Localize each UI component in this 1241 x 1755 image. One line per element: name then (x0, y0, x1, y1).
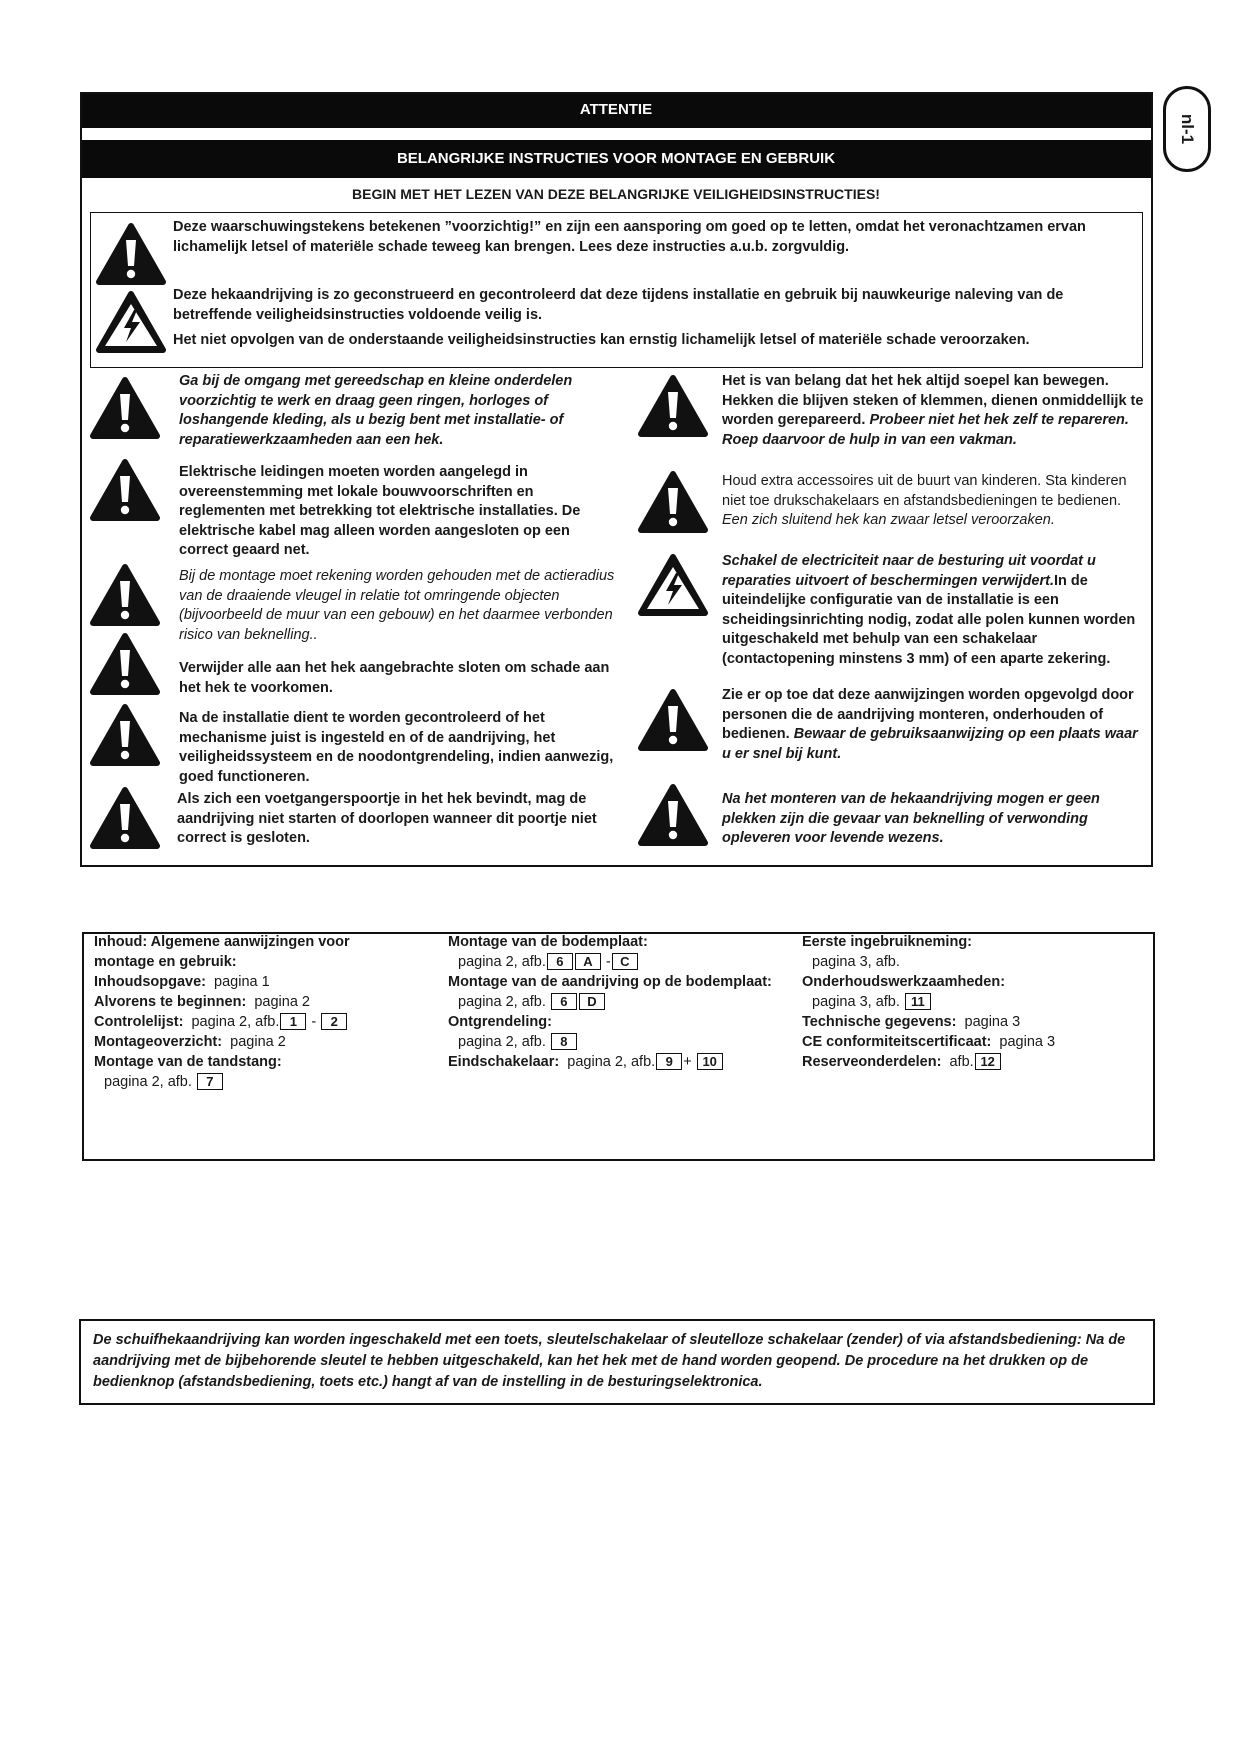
intro-paragraph-3: Het niet opvolgen van de onderstaande veiligheidsinstructies kan ernstig lichamelijk letsel of materiële schade veroorzaken. (173, 332, 1030, 348)
left-instruction-3: Bij de montage moet rekening worden gehouden met de actieradius van de draaiende vleugel in relatie tot omringende objecten (bijvoorbeeld de muur van een gebouw) en het daarmee verbonden risico van beknelling.. (179, 568, 615, 643)
toc-entry (802, 1032, 1142, 1052)
toc-column-1 (94, 932, 414, 1092)
figure-ref: A (575, 953, 601, 970)
toc-separator: - (311, 1014, 317, 1030)
toc-value: pagina 3 (999, 1034, 1056, 1050)
toc-value: pagina 2, afb. (191, 1014, 280, 1030)
toc-entry (94, 992, 414, 1012)
figure-ref: 1 (280, 1013, 306, 1030)
electric-hazard-icon (96, 290, 166, 354)
toc-value: pagina 3 (964, 1014, 1021, 1030)
toc-separator: - (605, 954, 611, 970)
page-tab (1163, 86, 1211, 172)
toc-column-3 (802, 932, 1142, 1072)
right-instruction-4 (722, 686, 1147, 764)
right-instruction-2 (722, 472, 1147, 531)
page-tab-label: nl-1 (1178, 113, 1197, 145)
figure-ref: 7 (197, 1073, 223, 1090)
toc-label: CE conformiteitscertificaat: (802, 1034, 992, 1050)
right-instruction-2b: Een zich sluitend hek kan zwaar letsel veroorzaken. (722, 512, 1055, 528)
toc-value: afb. (949, 1054, 974, 1070)
intro-paragraph-1: Deze waarschuwingstekens betekenen ”voorzichtig!” en zijn een aansporing om goed op te letten, omdat het veronachtzamen ervan lichamelijk letsel of materiële schade teweeg kan brengen. Lees deze instructies a.u.b. zorgvuldig. (173, 219, 1086, 255)
figure-ref: 9 (656, 1053, 682, 1070)
left-instruction-2: Elektrische leidingen moeten worden aangelegd in overeenstemming met lokale bouwvoorschriften en reglementen met betrekking tot elektrische installaties. De elektrische kabel mag alleen worden aangesloten op een correct geaard net. (179, 464, 581, 558)
left-instruction-6: Als zich een voetgangerspoortje in het hek bevindt, mag de aandrijving niet starten of doorlopen wanneer dit poortje niet correct is gesloten. (177, 791, 597, 846)
figure-ref: 2 (321, 1013, 347, 1030)
toc-entry (94, 1072, 414, 1092)
toc-title: Inhoud: Algemene aanwijzingen voor montage en gebruik: (94, 934, 350, 970)
toc-label: Onderhoudswerkzaamheden: (802, 974, 1006, 990)
toc-entry (448, 952, 778, 972)
attentie-title: ATTENTIE (579, 101, 653, 118)
toc-entry (802, 1012, 1142, 1032)
toc-entry (448, 1032, 778, 1052)
warning-exclamation-icon (90, 703, 160, 767)
warning-exclamation-icon (90, 786, 160, 850)
toc-entry (802, 992, 1142, 1012)
warning-exclamation-icon (638, 783, 708, 847)
toc-entry (94, 1012, 414, 1032)
toc-value: pagina 1 (214, 974, 270, 990)
toc-label: Alvorens te beginnen: (94, 994, 247, 1010)
figure-ref: 12 (975, 1053, 1001, 1070)
right-instruction-3 (722, 552, 1147, 669)
right-instruction-4a: Zie er op toe dat deze aanwijzingen worden opgevolgd door personen die de aandrijving monteren, onderhouden of bedienen. (722, 687, 1134, 742)
figure-ref: C (612, 953, 638, 970)
right-instruction-3b: In de uiteindelijke configuratie van de installatie is een scheidingsinrichting nodig, zodat alle polen kunnen worden uitgeschakeld met behulp van een schakelaar (contactopening minstens 3 mm) of een aparte zekering. (722, 572, 1136, 667)
toc-value: pagina 2 (254, 994, 310, 1010)
electric-hazard-icon (638, 553, 708, 617)
toc-value: pagina 2 (230, 1034, 286, 1050)
toc-label: Technische gegevens: (802, 1014, 957, 1030)
warning-exclamation-icon (90, 458, 160, 522)
right-instruction-2a: Houd extra accessoires uit de buurt van kinderen. Sta kinderen niet toe drukschakelaars en afstandsbedieningen te bedienen. (722, 473, 1127, 509)
toc-separator: + (683, 1054, 692, 1070)
left-instruction-1: Ga bij de omgang met gereedschap en kleine onderdelen voorzichtig te werk en draag geen ringen, horloges of loshangende kleding, als u bezig bent met installatie- of reparatiewerkzaamheden aan een hek. (179, 373, 573, 448)
toc-value: pagina 2, afb. (458, 994, 546, 1010)
figure-ref: 6 (551, 993, 577, 1010)
warning-exclamation-icon (90, 563, 160, 627)
toc-value: pagina 3, afb. (812, 954, 900, 970)
right-instruction-1b: Probeer niet het hek zelf te repareren. Roep daarvoor de hulp in van een vakman. (722, 412, 1129, 448)
warning-exclamation-icon (90, 376, 160, 440)
toc-label: Montage van de bodemplaat: (448, 934, 648, 950)
figure-ref: 11 (905, 993, 931, 1010)
toc-entry (94, 972, 414, 992)
warning-exclamation-icon (638, 470, 708, 534)
right-instruction-5: Na het monteren van de hekaandrijving mogen er geen plekken zijn die gevaar van beknelling of verwonding opleveren voor levende wezens. (722, 791, 1100, 846)
toc-value: pagina 2, afb. (458, 954, 546, 970)
toc-label: Eerste ingebruikneming: (802, 934, 973, 950)
right-instruction-1a: Het is van belang dat het hek altijd soepel kan bewegen. Hekken die blijven steken of klemmen, dienen onmiddellijk te worden gerepareerd. (722, 373, 1144, 428)
warning-exclamation-icon (638, 374, 708, 438)
footer-note: De schuifhekaandrijving kan worden ingeschakeld met een toets, sleutelschakelaar of sleutelloze schakelaar (zender) of via afstandsbediening: Na de aandrijving met de bijbehorende sleutel te hebben uitgeschakeld, kan het hek met de hand worden geopend. De procedure na het drukken op de bedienknop (afstandsbediening, toets etc.) hangt af van de instelling in de besturingselektronica. (93, 1332, 1126, 1390)
toc-label: Eindschakelaar: (448, 1054, 560, 1070)
toc-label: Inhoudsopgave: (94, 974, 206, 990)
toc-value: pagina 2, afb. (104, 1074, 192, 1090)
right-instruction-1 (722, 372, 1147, 450)
left-instruction-5: Na de installatie dient te worden gecontroleerd of het mechanisme juist is ingesteld en of de aandrijving, het veiligheidssysteem en de noodontgrendeling, indien aanwezig, goed functioneren. (179, 710, 614, 785)
begin-heading: BEGIN MET HET LEZEN VAN DEZE BELANGRIJKE VEILIGHEIDSINSTRUCTIES! (352, 186, 880, 202)
toc-value: pagina 2, afb. (458, 1034, 546, 1050)
warning-exclamation-icon (96, 222, 166, 286)
toc-entry (448, 1052, 778, 1072)
toc-entry (94, 1032, 414, 1052)
toc-value: pagina 3, afb. (812, 994, 900, 1010)
toc-label: Montage van de aandrijving op de bodemplaat: (448, 974, 772, 990)
toc-entry (802, 1052, 1142, 1072)
toc-label: Controlelijst: (94, 1014, 184, 1030)
intro-paragraph-2: Deze hekaandrijving is zo geconstrueerd en gecontroleerd dat deze tijdens installatie en gebruik bij nauwkeurige naleving van de betreffende veiligheidsinstructies voldoende veilig is. (173, 287, 1064, 323)
toc-value: pagina 2, afb. (567, 1054, 656, 1070)
right-instruction-3a: Schakel de electriciteit naar de besturing uit voordat u reparaties uitvoert of beschermingen verwijdert. (722, 553, 1096, 589)
toc-entry (448, 992, 778, 1012)
warning-exclamation-icon (90, 632, 160, 696)
toc-column-2 (448, 932, 778, 1072)
toc-label: Reserveonderdelen: (802, 1054, 942, 1070)
figure-ref: 10 (697, 1053, 723, 1070)
figure-ref: 6 (547, 953, 573, 970)
toc-label: Montageoverzicht: (94, 1034, 223, 1050)
warning-exclamation-icon (638, 688, 708, 752)
figure-ref: 8 (551, 1033, 577, 1050)
toc-label: Montage van de tandstang: (94, 1054, 282, 1070)
right-instruction-4b: Bewaar de gebruiksaanwijzing op een plaats waar u er snel bij kunt. (722, 726, 1138, 762)
toc-label: Ontgrendeling: (448, 1014, 552, 1030)
left-instruction-4: Verwijder alle aan het hek aangebrachte sloten om schade aan het hek te voorkomen. (179, 660, 610, 696)
instructies-title: BELANGRIJKE INSTRUCTIES VOOR MONTAGE EN GEBRUIK (396, 150, 836, 167)
figure-ref: D (579, 993, 605, 1010)
